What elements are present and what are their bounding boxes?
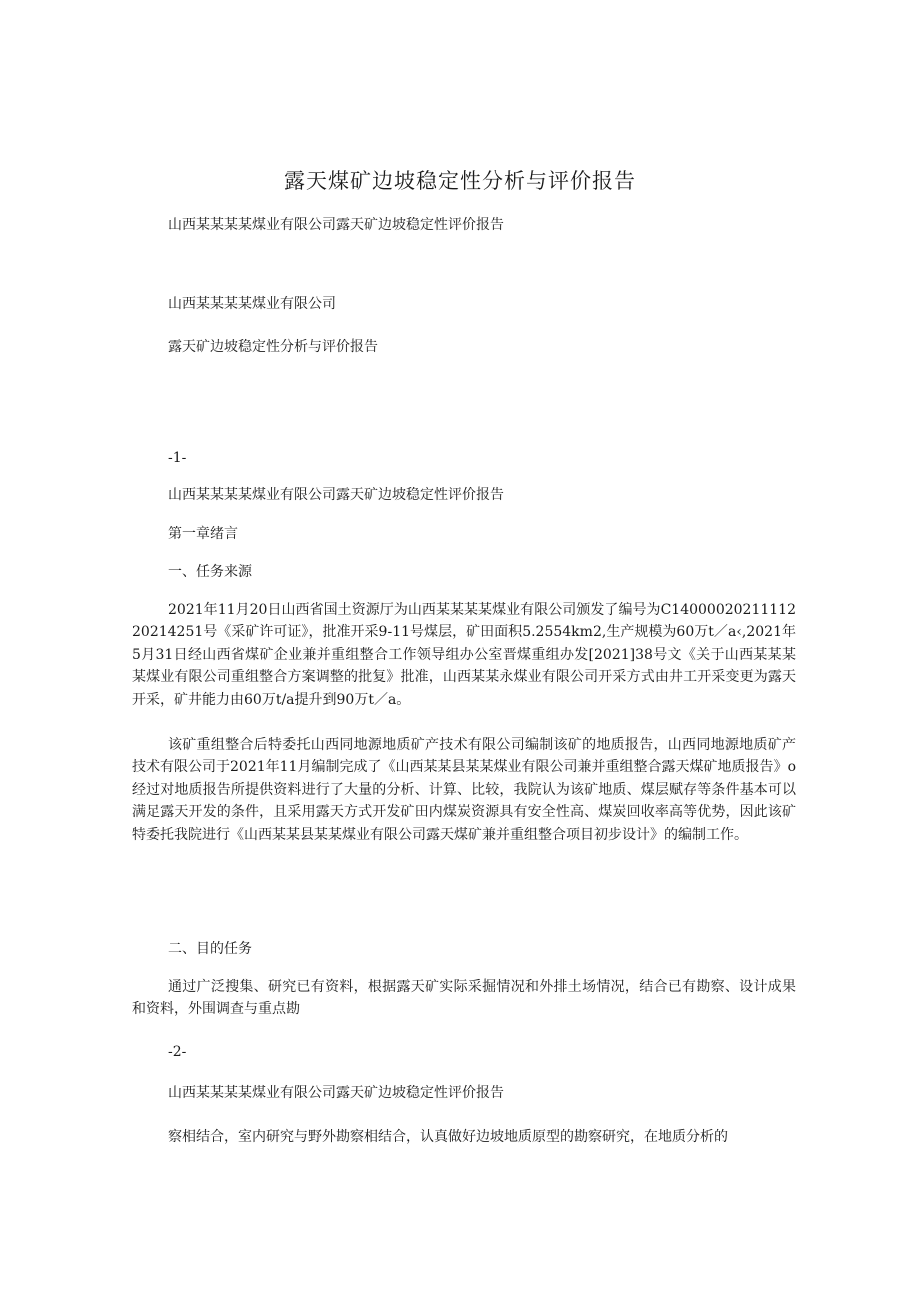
chapter-heading: 第一章绪言 <box>168 526 238 542</box>
paragraph-continuation: 察相结合，室内研究与野外勘察相结合，认真做好边坡地质原型的勘察研究，在地质分析的 <box>168 1129 728 1145</box>
paragraph-geology-report: 该矿重组整合后特委托山西同地源地质矿产技术有限公司编制该矿的地质报告，山西同地源地质矿产技术有限公司于2021年11月编制完成了《山西某某县某某煤业有限公司兼并重组整合露天煤矿地质报告》o经过对地质报告所提供资料进行了大量的分析、计算、比较，我院认为该矿地质、煤层赋存等条件基本可以满足露天开发的条件，且采用露天方式开发矿田内煤炭资源具有安全性高、煤炭回收率高等优势，因此该矿特委托我院进行《山西某某县某某煤业有限公司露天煤矿兼并重组整合项目初步设计》的编制工作。 <box>132 737 796 843</box>
running-header: 山西某某某某煤业有限公司露天矿边坡稳定性评价报告 <box>168 217 504 233</box>
running-header: 山西某某某某煤业有限公司露天矿边坡稳定性评价报告 <box>168 1085 504 1101</box>
company-name: 山西某某某某煤业有限公司 <box>168 296 336 312</box>
document-title: 露天煤矿边坡稳定性分析与评价报告 <box>284 169 636 193</box>
page-number: -2- <box>168 1044 187 1060</box>
paragraph-task-source: 2021年11月20日山西省国土资源厅为山西某某某某煤业有限公司颁发了编号为C1400002021111220214251号《采矿许可证》，批准开采9-11号煤层，矿田面积5.2554km2,生产规模为60万t／a‹,2021年5月31日经山西省煤矿企业兼并重组整合工作领导组办公室晋煤重组办发[2021]38号文《关于山西某某某某煤业有限公司重组整合方案调整的批复》批准，山西某某永煤业有限公司开采方式由井工开采变更为露天开采，矿井能力由60万t/a提升到90万t／a。 <box>132 602 796 708</box>
paragraph-objectives: 通过广泛搜集、研究已有资料，根据露天矿实际采掘情况和外排土场情况，结合已有勘察、设计成果和资料，外围调查与重点勘 <box>132 979 796 1018</box>
page-number: -1- <box>168 450 187 466</box>
report-subtitle: 露天矿边坡稳定性分析与评价报告 <box>168 339 378 355</box>
running-header: 山西某某某某煤业有限公司露天矿边坡稳定性评价报告 <box>168 487 504 503</box>
section-heading: 二、目的任务 <box>168 941 252 957</box>
section-heading: 一、任务来源 <box>168 564 252 580</box>
